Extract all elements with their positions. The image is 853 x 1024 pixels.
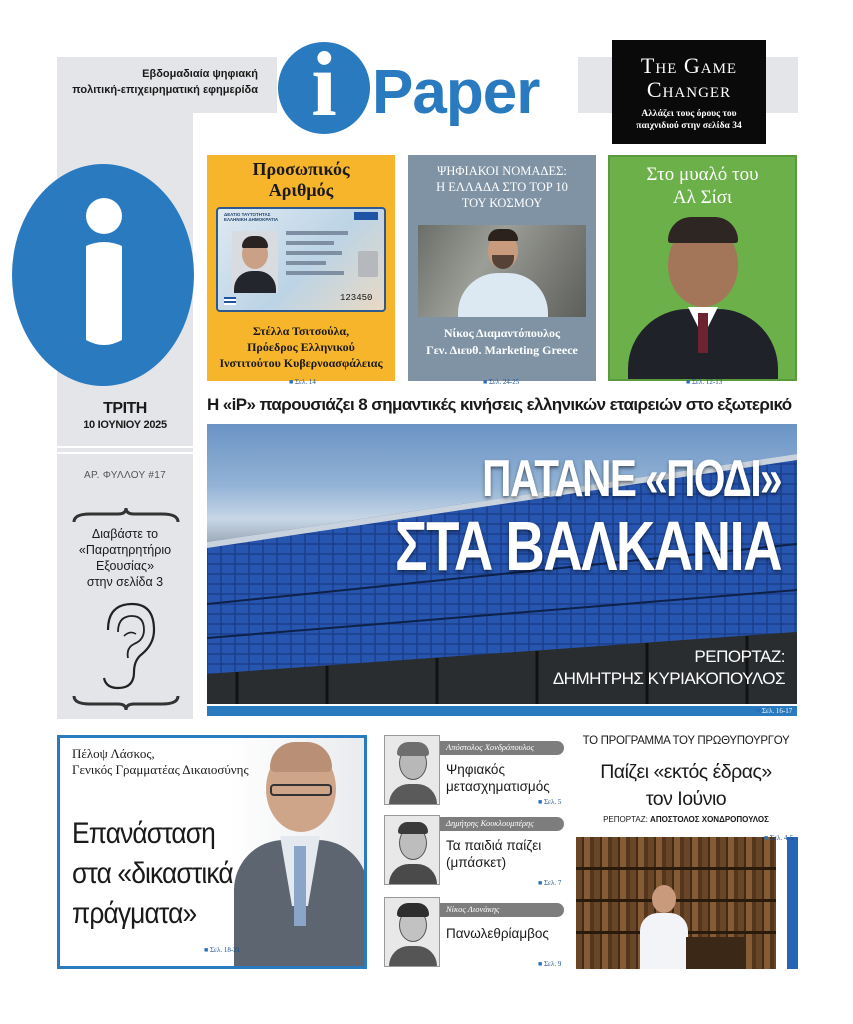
sidebar-divider-1 [57, 446, 193, 448]
tagline-line-1: Εβδομαδιαία ψηφιακή [142, 68, 258, 80]
lead-strap: Η «iP» παρουσιάζει 8 σημαντικές κινήσεις ελληνικών εταιρειών στο εξωτερικό [207, 395, 792, 414]
masthead-tagline [60, 66, 258, 98]
column-1-title-1: Ψηφιακός [446, 762, 505, 777]
lead-page-ref: ■ Σελ. 16-17 [756, 707, 792, 715]
teaser-line-3: Εξουσίας» [95, 559, 155, 573]
pm-kicker: ΤΟ ΠΡΟΓΡΑΜΜΑ ΤΟΥ ΠΡΩΘΥΠΟΥΡΓΟΥ [582, 735, 790, 747]
story2-caption-2: Γεν. Διευθ. Marketing Greece [426, 343, 578, 357]
story2-title-3: ΤΟΥ ΚΟΣΜΟΥ [461, 196, 543, 210]
story3-title-2: Αλ Σίσι [672, 187, 733, 208]
column-1-title [446, 761, 550, 795]
interview-headline [72, 814, 255, 934]
lead-byline [553, 646, 785, 690]
story2-page-ref: ■ Σελ. 24-25 [483, 378, 519, 386]
game-changer-sub-1: Αλλάζει τους όρους του [641, 109, 737, 119]
column-1-title-2: μετασχηματισμός [446, 779, 550, 794]
interview-headline-2: στα «δικαστικά [72, 857, 233, 890]
story3-page-ref: ■ Σελ. 12-13 [686, 378, 722, 386]
sidebar-brace-top [70, 506, 182, 524]
interview-headline-3: πράγματα» [72, 897, 197, 930]
story2-portrait [418, 225, 586, 317]
story-digital-nomads[interactable] [408, 155, 596, 381]
story3-portrait [610, 217, 795, 381]
sidebar-teaser[interactable] [57, 526, 193, 590]
date-label: 10 ΙΟΥΝΙΟΥ 2025 [83, 419, 167, 431]
column-3-title-1: Πανωλεθρίαμβος [446, 926, 549, 941]
column-2-title [446, 837, 541, 871]
column-1-sketch [384, 735, 440, 805]
teaser-line-1: Διαβάστε το [91, 527, 159, 541]
column-3-sketch [384, 897, 440, 967]
column-item[interactable] [384, 897, 564, 971]
pm-headline [574, 759, 798, 813]
column-2-author: Δημήτρης Κουκλουμπέρης [446, 818, 534, 828]
pm-headline-1: Παίζει «εκτός έδρας» [600, 761, 772, 783]
lead-headline [286, 450, 781, 584]
sidebar-big-logo [12, 164, 194, 386]
column-3-author-bar [440, 903, 564, 917]
pm-headline-2: τον Ιούνιο [645, 788, 727, 810]
game-changer-title-1: The Game [640, 53, 738, 78]
column-item[interactable] [384, 815, 564, 889]
column-1-page-ref: ■ Σελ. 5 [538, 798, 561, 806]
story1-caption-2: Πρόεδρος Ελληνικού [247, 340, 355, 354]
pm-story[interactable] [574, 733, 798, 969]
big-i-icon [12, 164, 194, 386]
column-1-author: Απόστολος Χονδρόπουλος [446, 742, 534, 752]
column-2-title-2: (μπάσκετ) [446, 855, 507, 870]
column-2-author-bar [440, 817, 564, 831]
pm-byline-label: ΡΕΠΟΡΤΑΖ: [603, 815, 648, 824]
story-personal-number[interactable] [207, 155, 395, 381]
tagline-line-2: πολιτική-επιχειρηματική εφημερίδα [72, 84, 258, 96]
story1-caption-3: Ινστιτούτου Κυβερνοασφάλειας [219, 356, 383, 370]
column-3-page-ref: ■ Σελ. 9 [538, 960, 561, 968]
pm-byline-name: ΑΠΟΣΤΟΛΟΣ ΧΟΝΔΡΟΠΟΥΛΟΣ [650, 815, 769, 824]
logo-word: Paper [372, 58, 540, 127]
lead-bottom-bar [207, 706, 797, 716]
story2-title-2: Η ΕΛΛΑΔΑ ΣΤΟ TOP 10 [436, 180, 568, 194]
interview-name: Πέλοψ Λάσκος, [72, 746, 155, 761]
game-changer-box[interactable] [612, 40, 766, 144]
story1-title-2: Αριθμός [268, 180, 334, 200]
lead-headline-line-2: ΣΤΑ ΒΑΛΚΑΝΙΑ [394, 507, 781, 585]
story1-title-1: Προσωπικός [252, 159, 350, 179]
issue-number: ΑΡ. ΦΥΛΛΟΥ #17 [84, 470, 166, 481]
teaser-line-4: στην σελίδα 3 [86, 575, 164, 589]
column-2-page-ref: ■ Σελ. 7 [538, 879, 561, 887]
column-3-author: Νίκος Λιονάκης [446, 904, 500, 914]
column-2-sketch [384, 815, 440, 885]
lead-headline-line-1: ΠΑΤΑΝΕ «ΠΟΔΙ» [482, 450, 781, 508]
day-label: ΤΡΙΤΗ [103, 400, 147, 417]
logo-circle [278, 33, 370, 135]
id-card-header-1: ΔΕΛΤΙΟ ΤΑΥΤΟΤΗΤΑΣ [224, 212, 271, 217]
story-sisi[interactable] [608, 155, 797, 381]
column-item[interactable] [384, 735, 564, 809]
interview-story[interactable] [57, 735, 367, 969]
ear-icon [94, 600, 160, 692]
lead-story[interactable] [207, 424, 797, 704]
story1-caption-1: Στέλλα Τσιτσούλα, [252, 324, 350, 338]
story1-page-ref: ■ Σελ. 14 [289, 378, 316, 386]
interview-page-ref: ■ Σελ. 18-21 [204, 946, 240, 954]
sidebar-divider-2 [57, 452, 193, 454]
story2-caption-1: Νίκος Διαμαντόπουλος [443, 326, 561, 340]
game-changer-sub-2: παιχνιδιού στην σελίδα 34 [636, 121, 742, 131]
id-card-image [216, 207, 386, 312]
lead-byline-name: ΔΗΜΗΤΡΗΣ ΚΥΡΙΑΚΟΠΟΥΛΟΣ [552, 669, 785, 688]
column-2-title-1: Τα παιδιά παίζει [446, 838, 542, 853]
sidebar-date-block [57, 400, 193, 432]
game-changer-title-2: Changer [646, 77, 732, 102]
teaser-line-2: «Παρατηρητήριο [78, 543, 172, 557]
pm-page-ref: ■ Σελ. 4-5 [764, 834, 793, 842]
id-card-number: 123450 [340, 293, 373, 303]
sidebar-brace-bottom [70, 694, 182, 712]
lead-byline-label: ΡΕΠΟΡΤΑΖ: [694, 647, 785, 666]
pm-photo [576, 837, 798, 969]
id-card-header-2: ΕΛΛΗΝΙΚΗ ΔΗΜΟΚΡΑΤΙΑ [224, 217, 279, 222]
column-3-title [446, 925, 549, 942]
interview-role: Γενικός Γραμματέας Δικαιοσύνης [72, 762, 249, 777]
column-1-author-bar [440, 741, 564, 755]
interview-headline-1: Επανάσταση [72, 817, 215, 850]
pm-byline [574, 815, 798, 825]
story2-title-1: ΨΗΦΙΑΚΟΙ ΝΟΜΑΔΕΣ: [437, 164, 567, 178]
story3-title-1: Στο μυαλό του [646, 164, 759, 185]
logo-letter: i [311, 33, 337, 135]
